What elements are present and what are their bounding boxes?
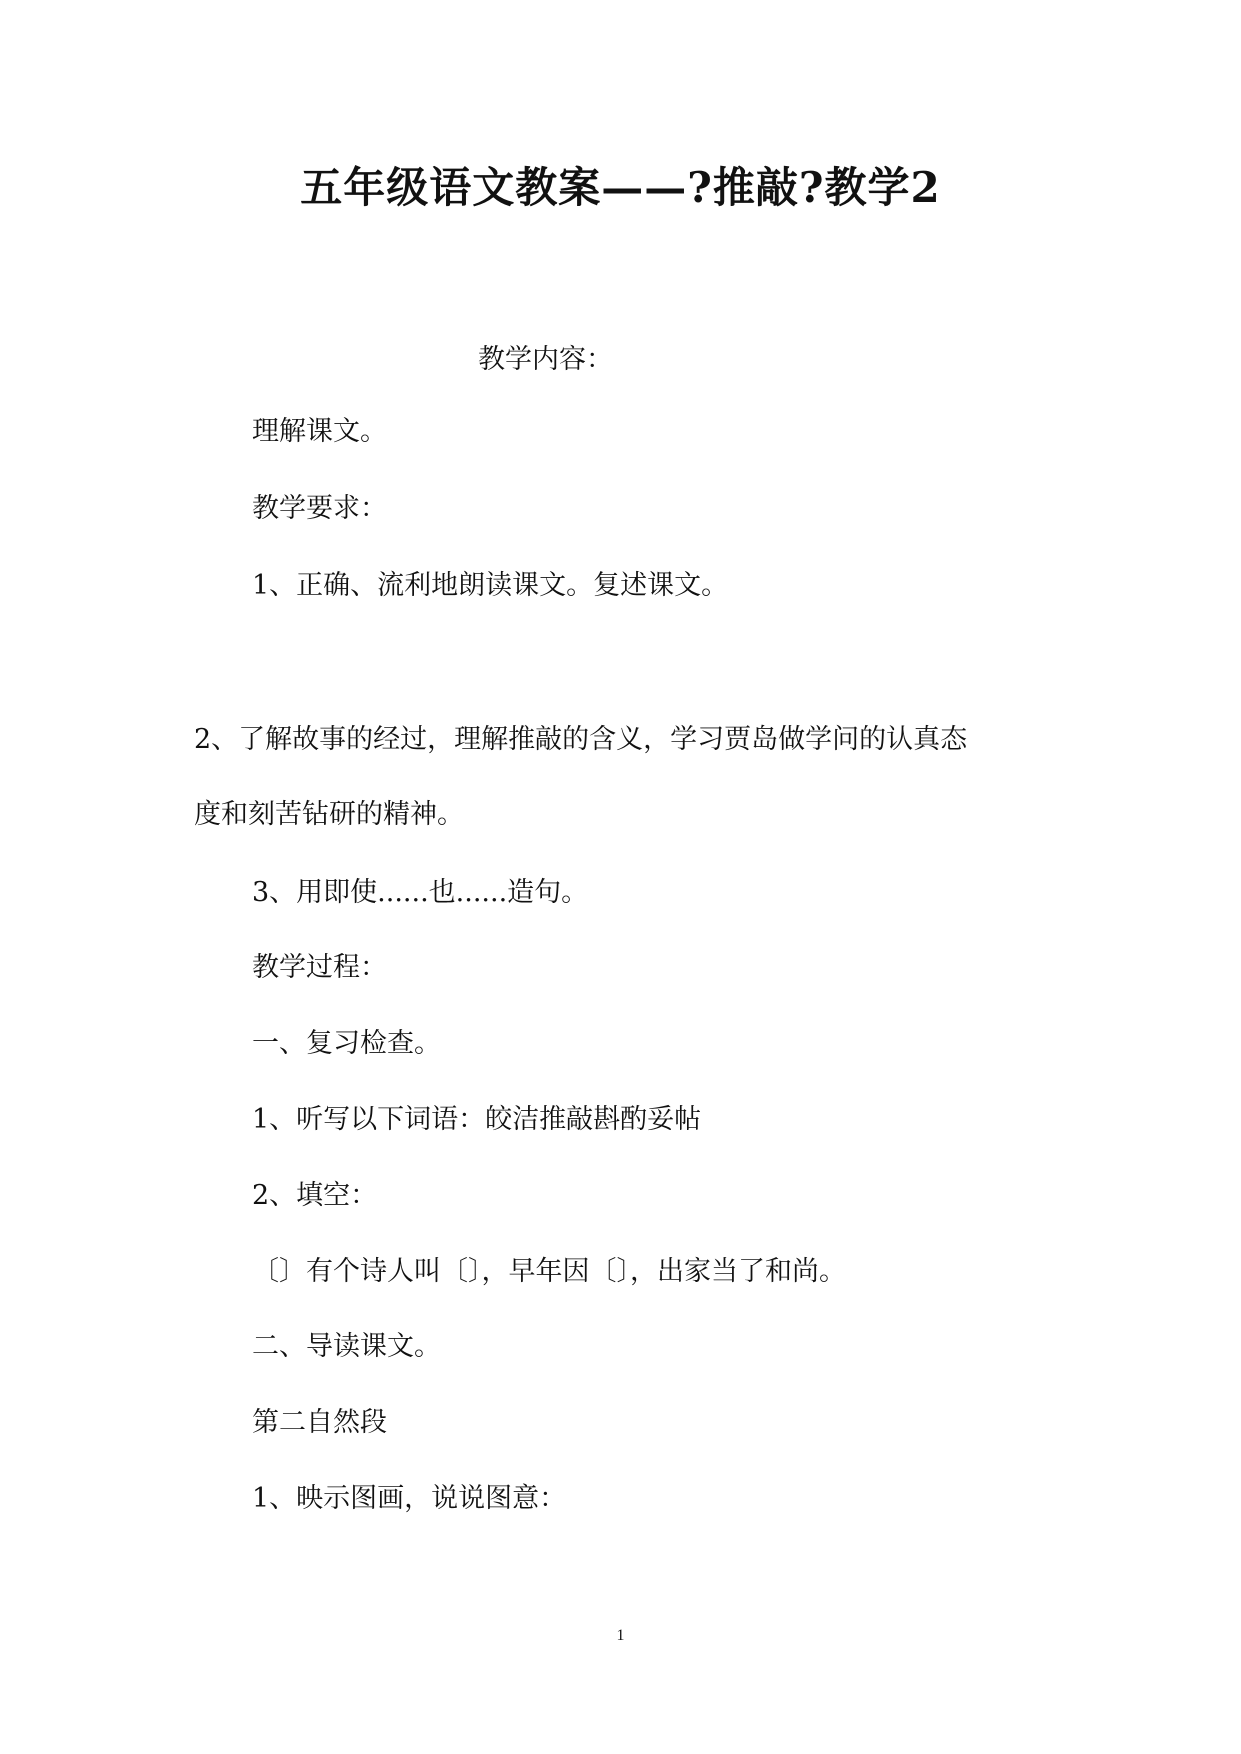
list-item-2-line-1: 2、了解故事的经过，理解推敲的含义，学习贾岛做学问的认真态 — [194, 724, 968, 755]
subheading-guided-reading: 二、导读课文。 — [252, 1331, 441, 1362]
paragraph-label: 第二自然段 — [252, 1407, 387, 1438]
list-item-1: 1、正确、流利地朗读课文。复述课文。 — [252, 570, 729, 601]
picture-discussion-item: 1、映示图画，说说图意： — [252, 1483, 567, 1514]
section-heading-process: 教学过程： — [252, 952, 387, 983]
paragraph-text: 理解课文。 — [252, 416, 387, 447]
document-title: 五年级语文教案——?推敲?教学2 — [300, 163, 941, 212]
section-heading-requirements: 教学要求： — [252, 493, 387, 524]
fill-blank-item: 2、填空： — [252, 1180, 378, 1211]
page-number: 1 — [616, 1627, 625, 1644]
subheading-review: 一、复习检查。 — [252, 1028, 441, 1059]
dictation-item: 1、听写以下词语：皎洁推敲斟酌妥帖 — [252, 1104, 702, 1135]
list-item-2-line-2: 度和刻苦钻研的精神。 — [194, 799, 464, 830]
list-item-3: 3、用即使......也......造句。 — [252, 877, 589, 908]
section-heading-content: 教学内容： — [478, 344, 613, 375]
fill-blank-sentence: 〔〕有个诗人叫〔〕，早年因〔〕，出家当了和尚。 — [252, 1256, 846, 1287]
